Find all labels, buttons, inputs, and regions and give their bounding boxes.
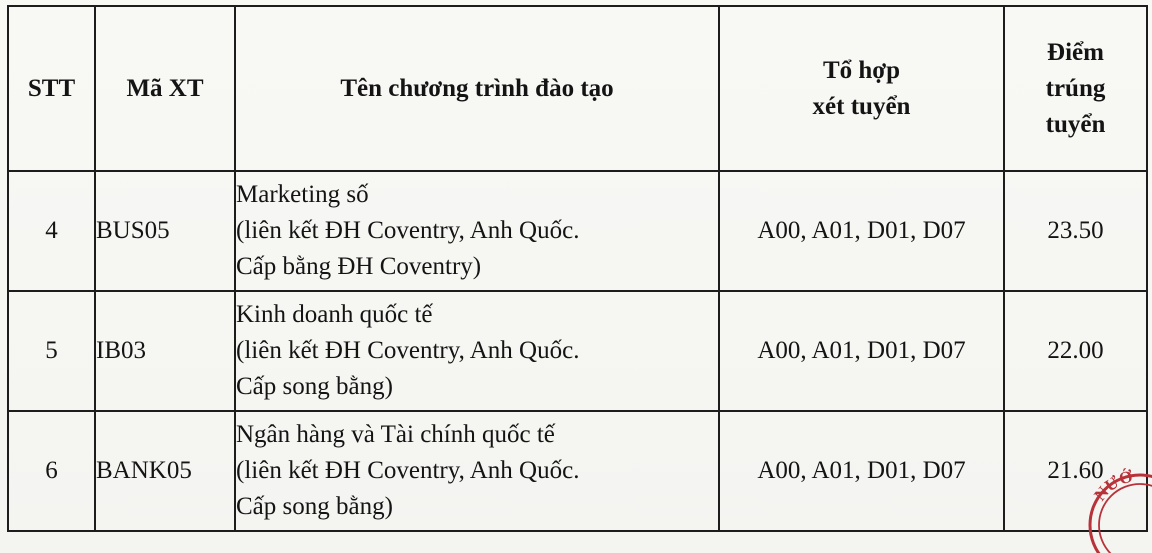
cell-code: BUS05: [95, 171, 235, 291]
cell-combination: A00, A01, D01, D07: [719, 411, 1004, 531]
program-line: Cấp song bằng): [236, 493, 393, 520]
cell-stt: 5: [8, 291, 95, 411]
header-combination-line: Tổ hợp: [822, 56, 901, 84]
cell-combination: A00, A01, D01, D07: [719, 171, 1004, 291]
header-code: Mã XT: [95, 6, 235, 171]
program-line: (liên kết ĐH Coventry, Anh Quốc.: [236, 457, 580, 484]
cell-score: 22.00: [1004, 291, 1147, 411]
program-line: Ngân hàng và Tài chính quốc tế: [236, 421, 555, 448]
admission-scores-table: [7, 5, 1148, 532]
cell-stt: 4: [8, 171, 95, 291]
cell-code: IB03: [95, 291, 235, 411]
table-header-row: [8, 6, 1147, 171]
cell-combination: A00, A01, D01, D07: [719, 291, 1004, 411]
header-stt: STT: [8, 6, 95, 171]
program-line: (liên kết ĐH Coventry, Anh Quốc.: [236, 217, 580, 244]
cell-code: BANK05: [95, 411, 235, 531]
program-line: Cấp song bằng): [236, 373, 393, 400]
header-score-line: Điểm: [1047, 38, 1104, 66]
program-line: Kinh doanh quốc tế: [236, 301, 433, 328]
header-score-line: trúng: [1045, 74, 1106, 102]
cell-program: [235, 171, 719, 291]
table-row: [8, 291, 1147, 411]
cell-score: 21.60: [1004, 411, 1147, 531]
header-score: [1004, 6, 1147, 171]
cell-score: 23.50: [1004, 171, 1147, 291]
program-line: Cấp bằng ĐH Coventry): [236, 253, 482, 280]
header-combination: [719, 6, 1004, 171]
header-score-line: tuyển: [1045, 110, 1106, 138]
program-line: Marketing số: [236, 181, 369, 208]
table-row: [8, 411, 1147, 531]
table-row: [8, 171, 1147, 291]
cell-stt: 6: [8, 411, 95, 531]
seal-text: NƯỚ: [1090, 466, 1135, 505]
header-program: Tên chương trình đào tạo: [235, 6, 719, 171]
program-line: (liên kết ĐH Coventry, Anh Quốc.: [236, 337, 580, 364]
header-combination-line: xét tuyển: [812, 92, 911, 120]
cell-program: [235, 291, 719, 411]
cell-program: [235, 411, 719, 531]
